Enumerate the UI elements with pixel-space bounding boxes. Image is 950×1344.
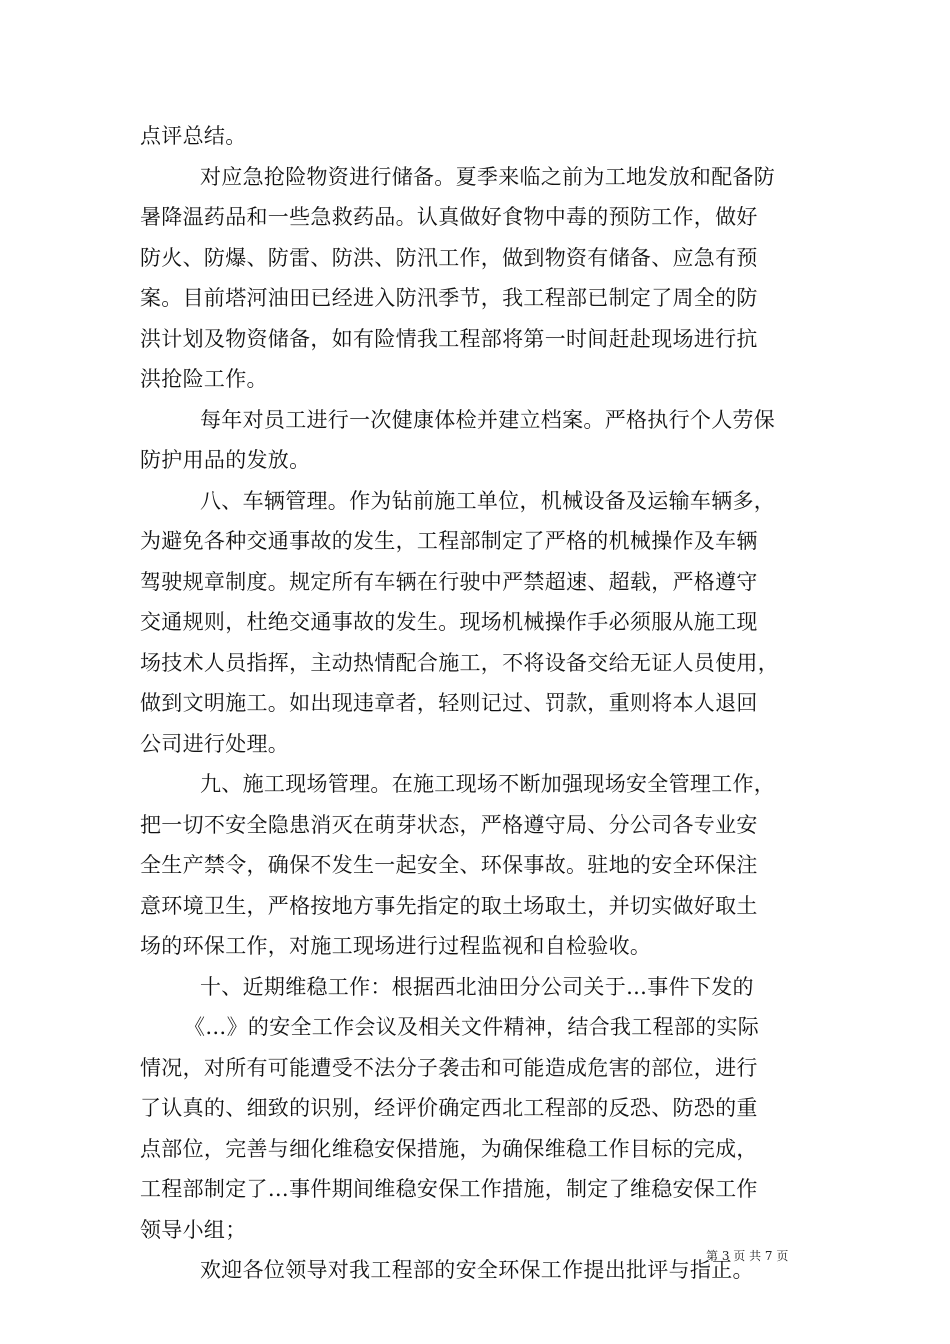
text-line: 洪抢险工作。 — [140, 367, 268, 391]
text-line: 驾驶规章制度。规定所有车辆在行驶中严禁超速、超载，严格遵守 — [140, 569, 758, 594]
text-line: 为避免各种交通事故的发生，工程部制定了严格的机械操作及车辆 — [140, 529, 758, 553]
text-line: 九、施工现场管理。在施工现场不断加强现场安全管理工作， — [200, 772, 776, 796]
text-line: 把一切不安全隐患消灭在萌芽状态，严格遵守局、分公司各专业安 — [140, 812, 758, 837]
document-body — [140, 116, 830, 1291]
text-line: 工程部制定了…事件期间维稳安保工作措施，制定了维稳安保工作 — [140, 1177, 758, 1201]
text-line: 场的环保工作，对施工现场进行过程监视和自检验收。 — [140, 934, 652, 958]
text-line: 八、车辆管理。作为钻前施工单位，机械设备及运输车辆多， — [200, 488, 776, 513]
text-line: 公司进行处理。 — [140, 731, 290, 756]
text-line: 全生产禁令，确保不发生一起安全、环保事故。驻地的安全环保注 — [140, 853, 758, 877]
text-line: 《…》的安全工作会议及相关文件精神，结合我工程部的实际 — [184, 1015, 760, 1039]
text-line: 了认真的、细致的识别，经评价确定西北工程部的反恐、防恐的重 — [140, 1096, 758, 1120]
text-line: 交通规则，杜绝交通事故的发生。现场机械操作手必须服从施工现 — [140, 610, 758, 634]
text-line: 暑降温药品和一些急救药品。认真做好食物中毒的预防工作，做好 — [140, 205, 758, 229]
text-line: 对应急抢险物资进行储备。夏季来临之前为工地发放和配备防 — [200, 164, 776, 189]
page-number: 第 3 页 共 7 页 — [706, 1249, 789, 1263]
text-line: 防火、防爆、防雷、防洪、防汛工作，做到物资有储备、应急有预 — [140, 245, 758, 270]
text-line: 每年对员工进行一次健康体检并建立档案。严格执行个人劳保 — [200, 407, 776, 432]
text-line: 点评总结。 — [140, 124, 247, 148]
text-line: 欢迎各位领导对我工程部的安全环保工作提出批评与指正。 — [200, 1258, 754, 1282]
text-line: 做到文明施工。如出现违章者，轻则记过、罚款，重则将本人退回 — [140, 691, 758, 715]
text-line: 点部位，完善与细化维稳安保措施，为确保维稳工作目标的完成， — [140, 1136, 758, 1161]
text-line: 洪计划及物资储备，如有险情我工程部将第一时间赶赴现场进行抗 — [140, 326, 758, 351]
text-line: 十、近期维稳工作：根据西北油田分公司关于…事件下发的 — [200, 974, 754, 999]
text-line: 案。目前塔河油田已经进入防汛季节，我工程部已制定了周全的防 — [140, 286, 758, 310]
text-line: 防护用品的发放。 — [140, 448, 311, 472]
text-line: 领导小组； — [140, 1217, 247, 1242]
text-line: 场技术人员指挥，主动热情配合施工，不将设备交给无证人员使用， — [140, 650, 779, 675]
text-line: 意环境卫生，严格按地方事先指定的取土场取土，并切实做好取土 — [140, 893, 758, 918]
text-line: 情况，对所有可能遭受不法分子袭击和可能造成危害的部位，进行 — [140, 1055, 758, 1080]
